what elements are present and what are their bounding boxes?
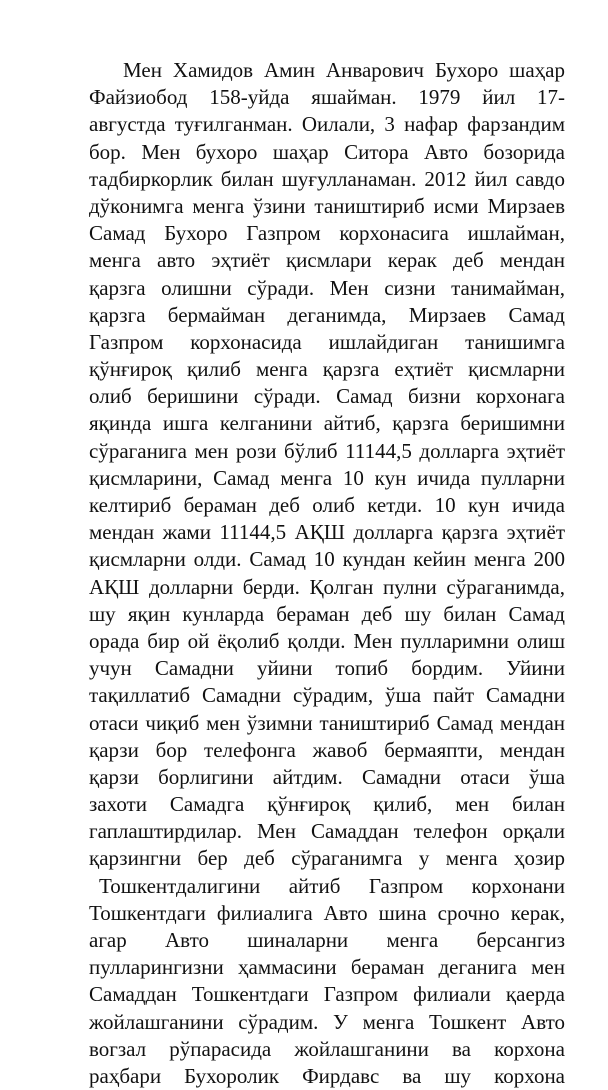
text-line-35: Самаддан Тошкентдаги Газпром филиали қаерда [89,982,565,1007]
text-line-8: менга авто эҳтиёт қисмлари керак деб мендан [89,248,565,273]
text-line-24: тақиллатиб Самадни сўрадим, ўша пайт Самадни [89,683,565,708]
text-line-26: қарзи бор телефонга жавоб бермаяпти, мендан [89,737,565,762]
text-line-9: қарзга олишни сўради. Мен сизни танимайман, [89,275,565,300]
text-line-29: гаплаштирдилар. Мен Самаддан телефон орқали [89,819,565,844]
text-line-21: шу яқин кунларда бераман деб шу билан Самад [89,601,565,626]
text-line-15: сўраганига мен рози бўлиб 11144,5 долларга эҳтиёт [89,438,565,463]
text-line-3: августда туғилганман. Оилали, 3 нафар фарзандим [89,112,565,137]
text-line-17: келтириб бераман деб олиб кетди. 10 кун ичида [89,493,565,517]
text-line-34: пулларингизни ҳаммасини бераман деганига мен [89,955,565,980]
text-line-23: учун Самадни уйини топиб бордим. Уйини [89,656,565,681]
text-line-11: Газпром корхонасида ишлайдиган танишимга [89,329,565,354]
text-line-30: қарзингни бер деб сўраганимга у менга ҳозир [89,846,565,871]
text-line-14: яқинда ишга келганини айтиб, қарзга беришимни [89,411,565,436]
text-line-10: қарзга бермайман деганимда, Мирзаев Самад [89,302,565,327]
text-line-7: Самад Бухоро Газпром корхонасига ишлайман, [89,221,565,246]
text-line-28: захоти Самадга қўнғироқ қилиб, мен билан [89,792,565,817]
text-line-1: Мен Хамидов Амин Анварович Бухоро шаҳар [123,58,565,82]
text-line-37: вогзал рўпарасида жойлашганини ва корхона [89,1036,565,1061]
text-line-36: жойлашганини сўрадим. У менга Тошкент Авто [89,1009,565,1034]
text-line-5: тадбиркорлик билан шуғулланаман. 2012 йил савдо [89,166,565,191]
text-line-27: қарзи борлигини айтдим. Самадни отаси ўша [89,764,565,789]
text-line-25: отаси чиқиб мен ўзимни таништириб Самад мендан [89,710,565,735]
text-line-19: қисмларни олди. Самад 10 кундан кейин менга 200 [89,547,565,572]
text-line-31: Тошкентдалигини айтиб Газпром корхонани [99,873,565,898]
text-line-12: қўнғироқ қилиб менга қарзга еҳтиёт қисмларни [89,357,565,382]
text-line-32: Тошкентдаги филиалига Авто шина срочно керак, [89,900,565,925]
text-line-22: орада бир ой ёқолиб қолди. Мен пулларимни олиш [89,628,565,653]
text-line-2: Файзиобод 158-уйда яшайман. 1979 йил 17- [89,85,565,110]
statement-text [89,57,565,1090]
text-line-13: олиб беришини сўради. Самад бизни корхонага [89,384,565,409]
text-line-20: АҚШ долларни берди. Қолган пулни сўраганимда, [89,574,565,599]
text-line-33: агар Авто шиналарни менга берсангиз [89,928,565,952]
text-line-16: қисмларини, Самад менга 10 кун ичида пулларни [89,465,565,490]
text-line-38: раҳбари Бухоролик Фирдавс ва шу корхона [89,1063,565,1088]
text-line-4: бор. Мен бухоро шаҳар Ситора Авто бозорида [89,139,565,164]
text-line-6: дўконимга менга ўзини таништириб исми Мирзаев [89,193,565,218]
text-line-18: мендан жами 11144,5 АҚШ долларга қарзга эҳтиёт [89,520,565,545]
